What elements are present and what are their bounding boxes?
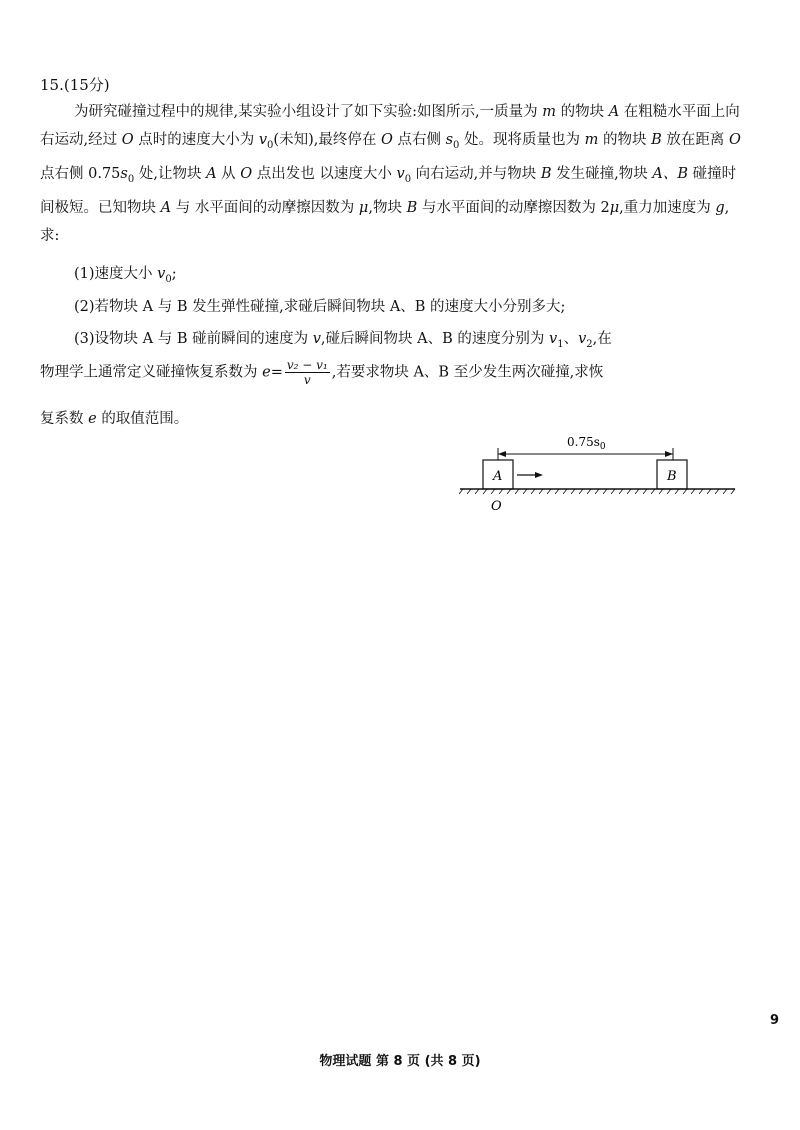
part-1: (1)速度大小 $v_0$;: [74, 266, 177, 285]
block-a-label: A: [493, 469, 503, 484]
page-footer: 物理试题 第 8 页 (共 8 页): [319, 1054, 481, 1069]
velocity-arrow-head: [535, 472, 543, 478]
dimension-arrow-left: [498, 451, 506, 457]
corner-mark: 9: [770, 1013, 780, 1028]
distance-label: $0.75s_0$: [567, 435, 606, 452]
restitution-fraction: $\frac{\text{v₂ − v₁}}{v}$: [286, 358, 328, 387]
collision-diagram: [455, 430, 740, 520]
origin-label: O: [491, 499, 502, 514]
ground-hatching: [459, 489, 735, 494]
part-2: (2)若物块 A 与 B 发生弹性碰撞,求碰后瞬间物块 A、B 的速度大小分别多大;: [74, 299, 566, 315]
part-3-cont: 物理学上通常定义碰撞恢复系数为 e= $\frac{\text{v₂ − v₁}}{v}$ ,若要求物块 A、B 至少发生两次碰撞,求恢: [40, 358, 604, 387]
question-intro: 为研究碰撞过程中的规律,某实验小组设计了如下实验:如图所示,一质量为 m 的物块 A 在粗糙水平面上向右运动,经过 O 点时的速度大小为 $v_0$(未知),最终停在 O 点右侧 $s_0$ 处。现将质量也为 m 的物块 B 放在距离 O 点右侧 $0.75s_0$ 处,让物块 A 从 O 点出发也 以速度大小 $v_0$ 向右运动,并与物块 B 发生碰撞,物块 A、B 碰撞时间极短。已知物块 A 与 水平面间的动摩擦因数为 μ,物块 B 与水平面间的动摩擦因数为 2μ,重力加速度为 g,求:: [40, 104, 741, 244]
block-b-label: B: [667, 469, 677, 484]
part-3: (3)设物块 A 与 B 碰前瞬间的速度为 v,碰后瞬间物块 A、B 的速度分别为 $v_1$、$v_2$,在: [74, 331, 612, 350]
question-title: 15.(15分): [40, 76, 110, 94]
dimension-arrow-right: [665, 451, 673, 457]
part-3-end: 复系数 e 的取值范围。: [40, 411, 189, 427]
